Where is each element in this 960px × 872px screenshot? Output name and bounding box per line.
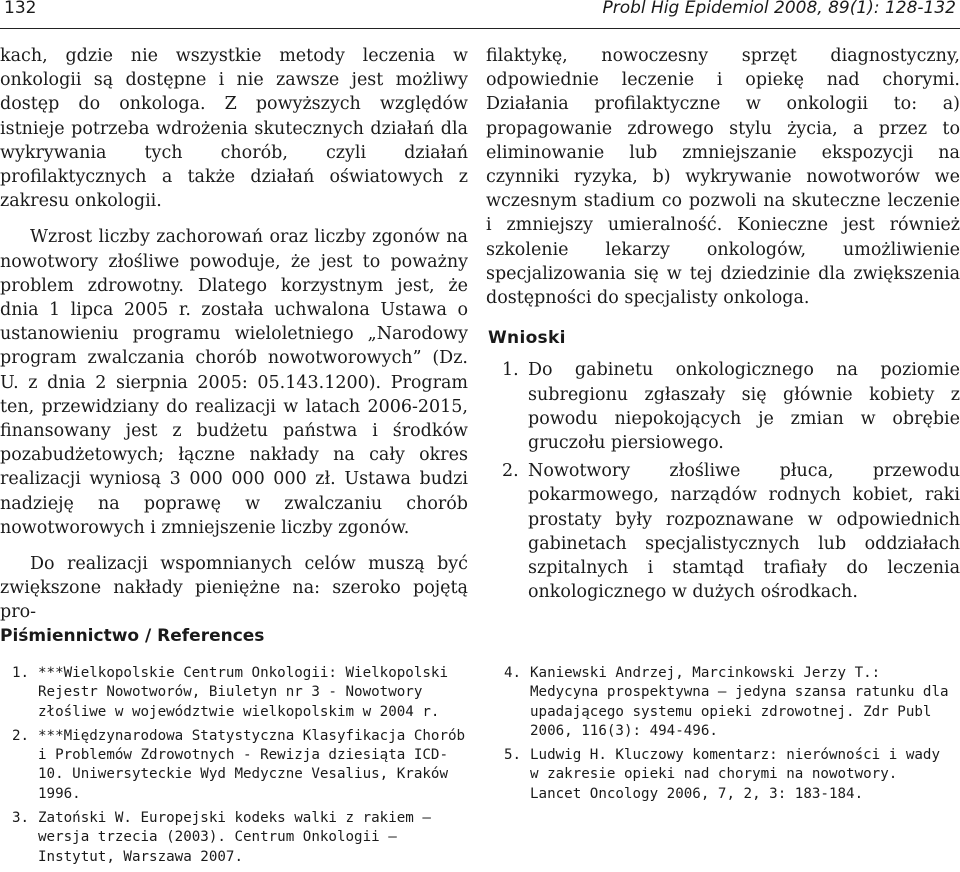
conclusion-text: Nowotwory złośliwe płuca, przewodu pokarmowego, narządów rodnych kobiet, raki prostaty były rozpoznawane w odpowiednich gabinetach specjalistycznych lub oddziałach szpitalnych i stamtąd trafiały do leczenia onkologicznego w dużych ośrodkach. — [528, 461, 960, 603]
reference-text: ***Międzynarodowa Statystyczna Klasyfikacja Chorób i Problemów Zdrowotnych - Rewizja dziesiąta ICD-10. Uniwersyteckie Wyd Medyczne Vesalius, Kraków 1996. — [38, 727, 466, 802]
running-header — [0, 0, 960, 30]
conclusion-number: 1. — [502, 360, 519, 381]
reference-text: Ludwig H. Kluczowy komentarz: nierówności i wady w zakresie opieki nad chorymi na nowotwory. Lancet Oncology 2006, 7, 2, 3: 183-184. — [530, 747, 940, 802]
reference-number: 5. — [504, 747, 522, 764]
page-number: 132 — [4, 0, 37, 18]
references-right-column — [504, 664, 954, 809]
left-paragraph-1: kach, gdzie nie wszystkie metody leczenia w onkologii są dostępne i nie zawsze jest możliwy dostęp do onkologa. Z powyższych względów istnieje potrzeba wdrożenia skutecznych działań dla wykrywania tych chorób, czyli działań profilaktycznych a także działań oświatowych z zakresu onkologii. — [0, 46, 468, 212]
conclusions-list — [486, 358, 960, 604]
journal-citation: Probl Hig Epidemiol 2008, 89(1): 128-132 — [602, 0, 956, 18]
left-column — [0, 44, 468, 625]
reference-text: Zatoński W. Europejski kodeks walki z rakiem – wersja trzecia (2003). Centrum Onkologii – Instytut, Warszawa 2007. — [38, 810, 431, 865]
reference-item — [12, 727, 472, 804]
left-paragraph-2: Wzrost liczby zachorowań oraz liczby zgonów na nowotwory złośliwe powoduje, że jest to poważny problem zdrowotny. Dlatego korzystnym jest, że dnia 1 lipca 2005 r. została uchwalona Ustawa o ustanowieniu programu wieloletniego „Narodowy program zwalczania chorób nowotworowych” (Dz. U. z dnia 2 sierpnia 2005: 05.143.1200). Program ten, przewidziany do realizacji w latach 2006-2015, finansowany jest z budżetu państwa i środków pozabudżetowych; łączne nakłady na cały okres realizacji wyniosą 3 000 000 000 zł. Ustawa budzi nadzieję na poprawę w zwalczaniu chorób nowotworowych i zmniejszenie liczby zgonów. — [0, 227, 468, 538]
reference-number: 3. — [12, 810, 30, 827]
right-column — [486, 44, 960, 604]
reference-text: ***Wielkopolskie Centrum Onkologii: Wielkopolski Rejestr Nowotworów, Biuletyn nr 3 - Nowotwory złośliwe w województwie wielkopolskim w 2004 r. — [38, 665, 448, 720]
reference-item — [504, 664, 954, 741]
conclusion-item — [486, 358, 960, 455]
reference-text: Kaniewski Andrzej, Marcinkowski Jerzy T.: Medycyna prospektywna – jedyna szansa ratunku dla upadającego systemu opieki zdrowotnej. Zdr Publ 2006, 116(3): 494-496. — [530, 665, 949, 739]
reference-number: 1. — [12, 665, 30, 681]
reference-number: 2. — [12, 727, 30, 744]
reference-item — [12, 664, 472, 722]
conclusion-text: Do gabinetu onkologicznego na poziomie subregionu zgłaszały się głównie kobiety z powodu niepokojących je zmian w obrębie gruczołu piersiowego. — [528, 360, 960, 454]
right-paragraph-1: filaktykę, nowoczesny sprzęt diagnostyczny, odpowiednie leczenie i opiekę nad chorymi. Działania profilaktyczne w onkologii to: a) propagowanie zdrowego stylu życia, a przez to eliminowanie lub zmniejszanie ekspozycji na czynniki ryzyka, b) wykrywanie nowotworów we wczesnym stadium co pozwoli na skuteczne leczenie i zmniejszy umieralność. Konieczne jest również szkolenie lekarzy onkologów, umożliwienie specjalizowania się w tej dziedzinie dla zwiększenia dostępności do specjalisty onkologa. — [486, 46, 960, 309]
references-heading: Piśmiennictwo / References — [0, 626, 265, 646]
conclusion-item — [486, 459, 960, 604]
reference-item — [12, 809, 472, 867]
conclusion-number: 2. — [502, 461, 519, 482]
conclusions-heading: Wnioski — [488, 328, 566, 349]
reference-item — [504, 746, 954, 804]
header-rule — [0, 28, 960, 29]
references-left-column — [12, 664, 472, 872]
left-paragraph-3: Do realizacji wspomnianych celów muszą być zwiększone nakłady pieniężne na: szeroko pojętą pro- — [0, 554, 468, 623]
reference-number: 4. — [504, 665, 522, 681]
